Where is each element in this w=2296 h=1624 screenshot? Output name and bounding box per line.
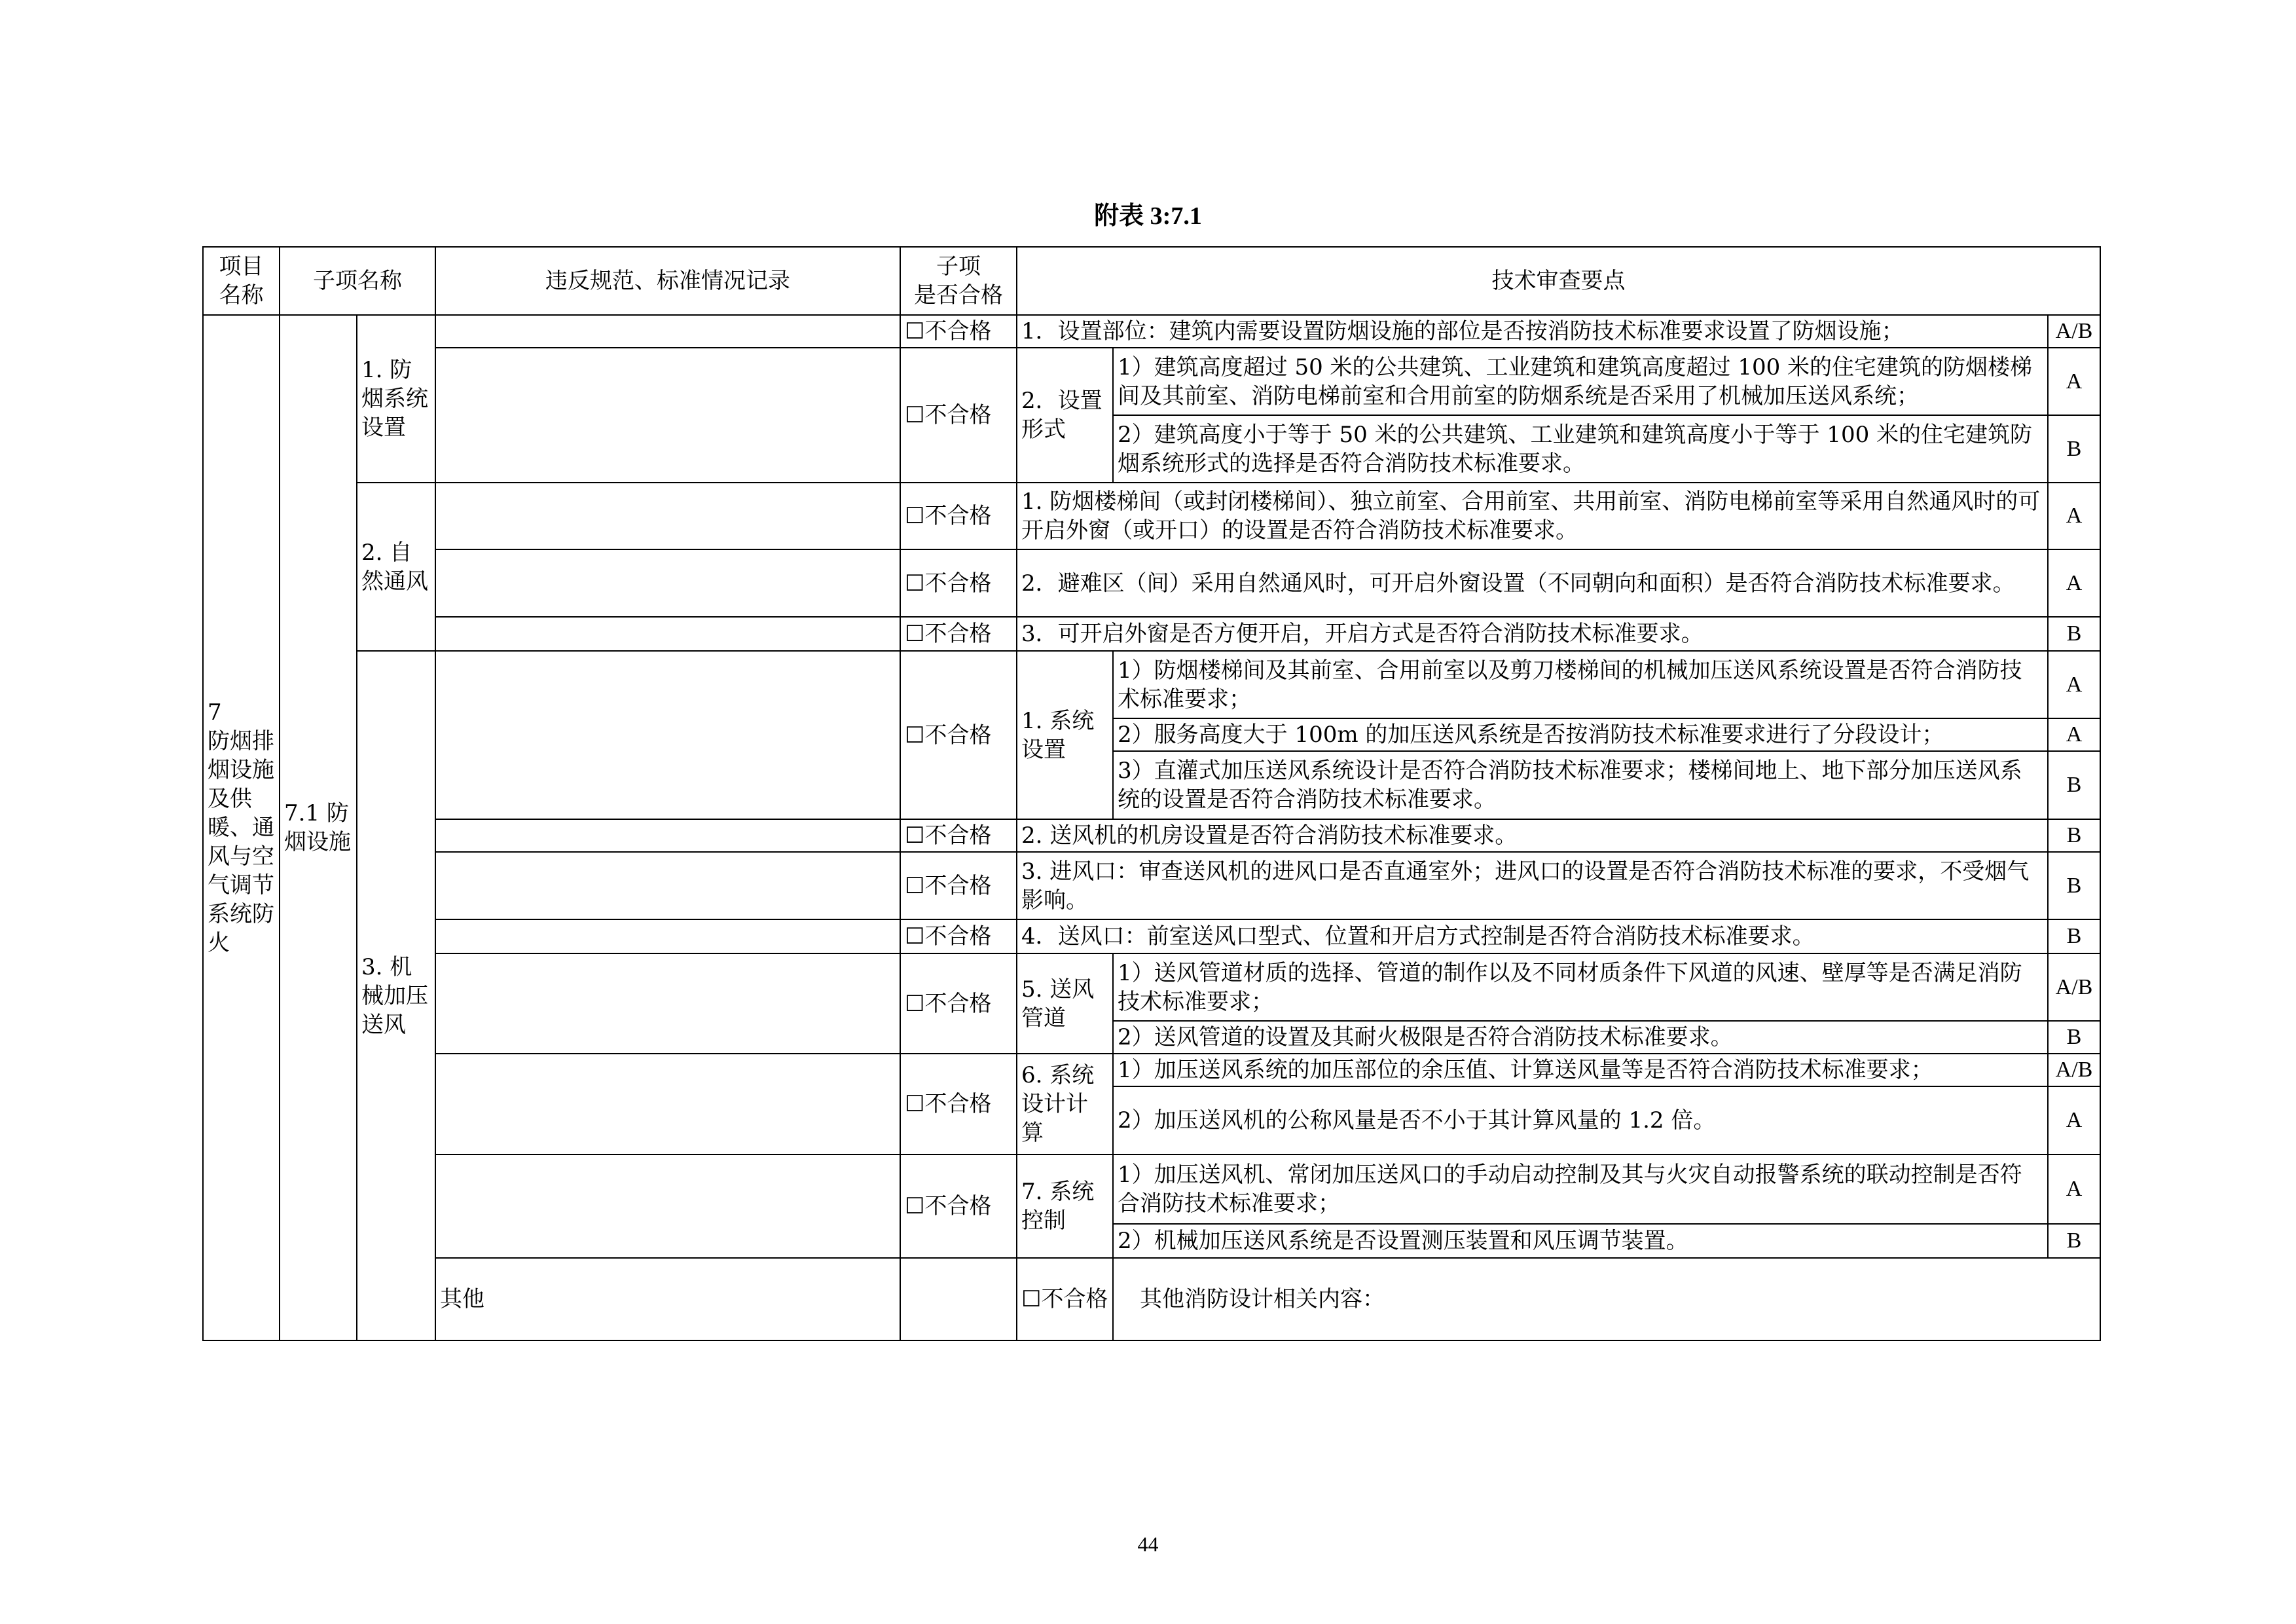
- section-name-other: 其他: [435, 1258, 900, 1340]
- table-row: [203, 1258, 2100, 1340]
- table-row: [203, 617, 2100, 651]
- requirement-text: 2）机械加压送风系统是否设置测压装置和风压调节装置。: [1113, 1224, 2048, 1258]
- violation-record-field[interactable]: [435, 651, 900, 819]
- page-number: 44: [1137, 1532, 1159, 1556]
- page-title: 附表 3:7.1: [1094, 202, 1202, 230]
- header-project-name: 项目 名称: [203, 247, 280, 315]
- table-row: [203, 852, 2100, 919]
- requirement-text: 1）防烟楼梯间及其前室、合用前室以及剪刀楼梯间的机械加压送风系统设置是否符合消防技术标准要求；: [1113, 651, 2048, 718]
- fail-checkbox[interactable]: ☐不合格: [900, 953, 1017, 1054]
- requirement-label: 5. 送风管道: [1017, 953, 1113, 1054]
- table-row: [203, 348, 2100, 415]
- grade-badge: B: [2048, 1021, 2100, 1054]
- grade-badge: A: [2048, 1086, 2100, 1154]
- violation-record-field[interactable]: [435, 852, 900, 919]
- violation-record-field[interactable]: [900, 1258, 1017, 1340]
- fail-checkbox[interactable]: ☐不合格: [900, 919, 1017, 953]
- requirement-label: 1. 系统设置: [1017, 651, 1113, 819]
- grade-badge: B: [2048, 751, 2100, 819]
- requirement-label: 2．设置形式: [1017, 348, 1113, 483]
- violation-record-field[interactable]: [435, 919, 900, 953]
- section-name-natural-vent: 2. 自然通风: [357, 483, 435, 651]
- section-name-smoke-system: 1. 防烟系统设置: [357, 315, 435, 483]
- violation-record-field[interactable]: [435, 549, 900, 617]
- fail-checkbox[interactable]: ☐不合格: [900, 315, 1017, 348]
- requirement-text: 1）加压送风机、常闭加压送风口的手动启动控制及其与火灾自动报警系统的联动控制是否符合消防技术标准要求；: [1113, 1154, 2048, 1224]
- grade-badge: B: [2048, 852, 2100, 919]
- violation-record-field[interactable]: [435, 483, 900, 549]
- requirement-text: 2．避难区（间）采用自然通风时，可开启外窗设置（不同朝向和面积）是否符合消防技术标准要求。: [1017, 549, 2048, 617]
- table-row: [203, 919, 2100, 953]
- fail-checkbox[interactable]: ☐不合格: [900, 483, 1017, 549]
- fail-checkbox[interactable]: ☐不合格: [900, 348, 1017, 483]
- fail-checkbox[interactable]: ☐不合格: [900, 651, 1017, 819]
- violation-record-field[interactable]: [435, 315, 900, 348]
- violation-record-field[interactable]: [435, 1154, 900, 1258]
- fail-checkbox[interactable]: ☐不合格: [900, 819, 1017, 852]
- requirement-text: 1）建筑高度超过 50 米的公共建筑、工业建筑和建筑高度超过 100 米的住宅建筑的防烟楼梯间及其前室、消防电梯前室和合用前室的防烟系统是否采用了机械加压送风系统；: [1113, 348, 2048, 415]
- requirement-text: 2）加压送风机的公称风量是否不小于其计算风量的 1.2 倍。: [1113, 1086, 2048, 1154]
- project-name-cell: 7 防烟排烟设施及供暖、通风与空气调节系统防火: [203, 315, 280, 1340]
- violation-record-field[interactable]: [435, 953, 900, 1054]
- table-row: [203, 651, 2100, 718]
- grade-badge: A: [2048, 651, 2100, 718]
- table-row: [203, 315, 2100, 348]
- grade-badge: A: [2048, 348, 2100, 415]
- header-sub-qualified: 子项 是否合格: [900, 247, 1017, 315]
- requirement-text: 2）送风管道的设置及其耐火极限是否符合消防技术标准要求。: [1113, 1021, 2048, 1054]
- requirement-text: 2）服务高度大于 100m 的加压送风系统是否按消防技术标准要求进行了分段设计；: [1113, 718, 2048, 751]
- grade-badge: B: [2048, 617, 2100, 651]
- grade-badge: A/B: [2048, 1054, 2100, 1086]
- table-row: [203, 549, 2100, 617]
- table-row: [203, 819, 2100, 852]
- table-row: [203, 953, 2100, 1021]
- requirement-text: 1．设置部位：建筑内需要设置防烟设施的部位是否按消防技术标准要求设置了防烟设施；: [1017, 315, 2048, 348]
- requirement-text: 1）加压送风系统的加压部位的余压值、计算送风量等是否符合消防技术标准要求；: [1113, 1054, 2048, 1086]
- violation-record-field[interactable]: [435, 1054, 900, 1154]
- violation-record-field[interactable]: [435, 617, 900, 651]
- table-row: [203, 483, 2100, 549]
- requirement-text: 3）直灌式加压送风系统设计是否符合消防技术标准要求；楼梯间地上、地下部分加压送风系统的设置是否符合消防技术标准要求。: [1113, 751, 2048, 819]
- header-row: [203, 247, 2100, 315]
- grade-badge: B: [2048, 819, 2100, 852]
- fail-checkbox[interactable]: ☐不合格: [900, 1154, 1017, 1258]
- requirement-text: 3. 进风口：审查送风机的进风口是否直通室外；进风口的设置是否符合消防技术标准的要求，不受烟气影响。: [1017, 852, 2048, 919]
- grade-badge: A: [2048, 549, 2100, 617]
- fail-checkbox[interactable]: ☐不合格: [1017, 1258, 1113, 1340]
- sub-item-name-cell: 7.1 防烟设施: [280, 315, 357, 1340]
- grade-badge: A/B: [2048, 953, 2100, 1021]
- requirement-label: 6. 系统设计计算: [1017, 1054, 1113, 1154]
- grade-badge: B: [2048, 919, 2100, 953]
- section-name-mech-pressure: 3. 机械加压送风: [357, 651, 435, 1340]
- grade-badge: B: [2048, 1224, 2100, 1258]
- fail-checkbox[interactable]: ☐不合格: [900, 1054, 1017, 1154]
- requirement-text: 1）送风管道材质的选择、管道的制作以及不同材质条件下风道的风速、壁厚等是否满足消防技术标准要求；: [1113, 953, 2048, 1021]
- header-violation-record: 违反规范、标准情况记录: [435, 247, 900, 315]
- violation-record-field[interactable]: [435, 348, 900, 483]
- requirement-text: 3．可开启外窗是否方便开启，开启方式是否符合消防技术标准要求。: [1017, 617, 2048, 651]
- review-table: [202, 246, 2101, 1341]
- requirement-label: 7. 系统控制: [1017, 1154, 1113, 1258]
- requirement-text: 2. 送风机的机房设置是否符合消防技术标准要求。: [1017, 819, 2048, 852]
- requirement-text: 4．送风口：前室送风口型式、位置和开启方式控制是否符合消防技术标准要求。: [1017, 919, 2048, 953]
- header-tech-points: 技术审查要点: [1017, 247, 2100, 315]
- requirement-text: 1. 防烟楼梯间（或封闭楼梯间）、独立前室、合用前室、共用前室、消防电梯前室等采用自然通风时的可开启外窗（或开口）的设置是否符合消防技术标准要求。: [1017, 483, 2048, 549]
- violation-record-field[interactable]: [435, 819, 900, 852]
- table-row: [203, 1154, 2100, 1224]
- fail-checkbox[interactable]: ☐不合格: [900, 549, 1017, 617]
- table-row: [203, 1054, 2100, 1086]
- grade-badge: A: [2048, 1154, 2100, 1224]
- header-sub-item-name: 子项名称: [280, 247, 435, 315]
- requirement-text: 其他消防设计相关内容：: [1113, 1258, 2100, 1340]
- grade-badge: B: [2048, 415, 2100, 483]
- grade-badge: A/B: [2048, 315, 2100, 348]
- grade-badge: A: [2048, 483, 2100, 549]
- fail-checkbox[interactable]: ☐不合格: [900, 617, 1017, 651]
- fail-checkbox[interactable]: ☐不合格: [900, 852, 1017, 919]
- grade-badge: A: [2048, 718, 2100, 751]
- requirement-text: 2）建筑高度小于等于 50 米的公共建筑、工业建筑和建筑高度小于等于 100 米的住宅建筑防烟系统形式的选择是否符合消防技术标准要求。: [1113, 415, 2048, 483]
